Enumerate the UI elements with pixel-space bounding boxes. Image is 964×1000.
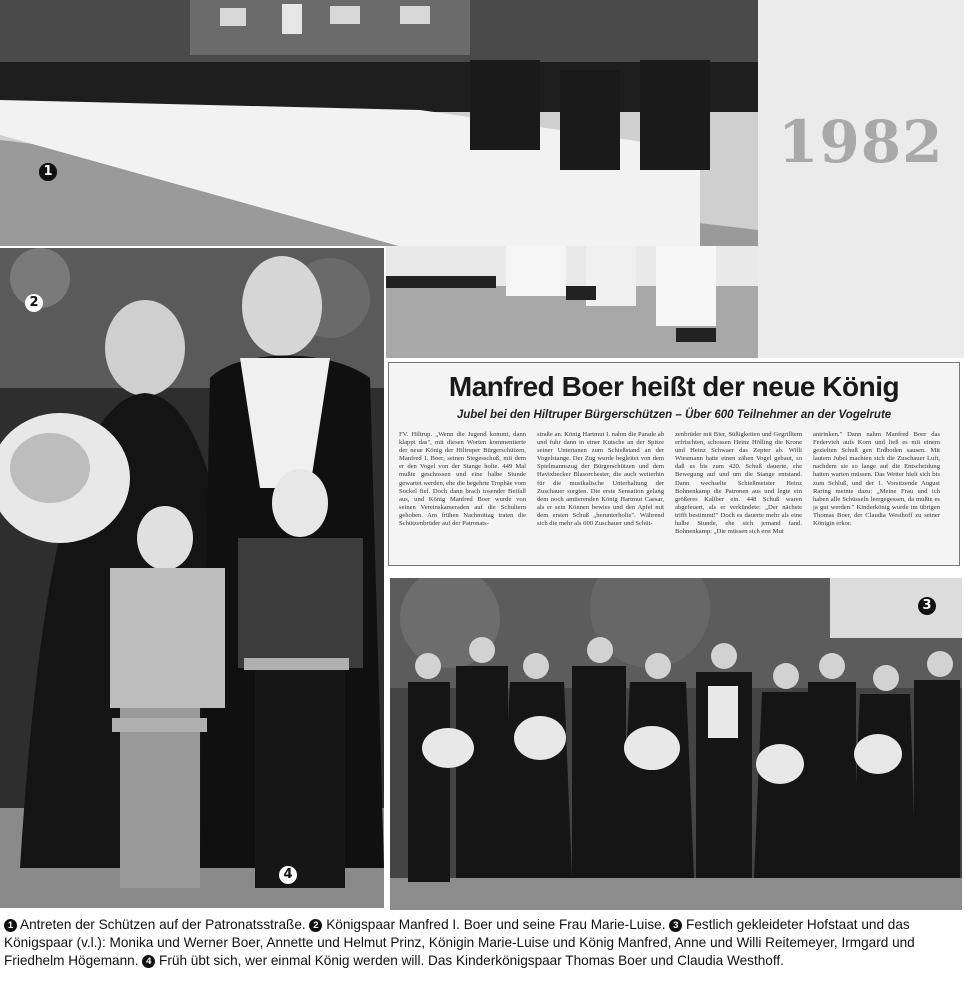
photo-marksmen-parade (0, 0, 758, 246)
newspaper-article (388, 362, 960, 566)
photo-number-3: 3 (918, 597, 936, 615)
article-column-4: antrinken." Dann nahm Manfred Boer das Federvieh aufs Korn und ließ es mit einem gezielten Schuß gen Erdboden sausen. Mit lautem Jubel machten sich die Zuschauer Luft, nachdem sie so lange auf die Entscheidung hatten warten müssen. Das Wetter hielt sich bis zum Schluß, und der 1. Vorsitzende August Raring meinte dazu: „Meine Frau und ich haben alle Schüsseln leergegessen, da mußte es ja gut werden." Kinderkönig wurde im übrigen Thomas Boer, der Claudia Westhoff zu seiner Königin erkor. (813, 431, 940, 528)
photo-royal-couple-and-children (0, 248, 384, 908)
year-panel (758, 0, 964, 358)
photo-number-2: 2 (25, 294, 43, 312)
caption-number-3: 3 (669, 919, 682, 932)
caption-text-4: Früh übt sich, wer einmal König werden will. Das Kinderkönigspaar Thomas Boer und Claudia Westhoff. (155, 953, 784, 968)
photo-caption (4, 916, 960, 970)
caption-text-1: Antreten der Schützen auf der Patronatsstraße. (17, 917, 310, 932)
caption-number-2: 2 (309, 919, 322, 932)
article-column-1: FV. Hiltrup. „Wenn die Jugend kommt, dann klappt das", mit diesen Worten kommentierte der neue König der Hiltruper Bürgerschützen, Manfred I. Boer, seinen Siegesschuß, mit dem er den Vogel von der Stange holte. 449 Mal mußte geschossen und eine halbe Stunde gewartet werden, ehe die begehrte Trophäe vom Sockel fiel. Doch dann brach tosender Beifall aus, und König Manfred Boer wurde von seinen Vereinskameraden auf die Schultern gehoben. Am frühen Nachmittag traten die Schützenbrüder auf der Patronats- (399, 431, 526, 528)
article-column-2: straße an. König Hartmut I. nahm die Parade ab und fuhr dann in einer Kutsche an der Spitze seiner Untertanen zum Schießstand an der Vogelstange. Der Zug wurde begleitet von dem Spielmannszug der Bürgerschützen und dem Havixbecker Blasorchester, die auch weiterhin für die musikalische Unterhaltung der Zuschauer sorgten. Die erste Sensation gelang dem noch amtierenden König Hartmut Caesar, als er sein Können bewies und den Apfel mit dem ersten Schuß „herunterholte". Während sich die mehr als 600 Zuschauer und Schüt- (537, 431, 664, 528)
article-column-3: zenbrüder mit Bier, Süßigkeiten und Gegrilltem erfrischten, schossen Heinz Hölling die Krone und Heinz Schwaer das Zepter ab. Willi Wiesmann hatte einen zähen Vogel gebaut, so daß es bis zum 420. Schuß dauerte, ehe Bewegung auf und um die Stange entstand. Dann wechselte Schießmeister Heinz Bohnenkamp die Patronen aus und legte ein größeres Kaliber ein. 448 Schuß waren abgefeuert, als er verkündete: „Der nächste trifft bestimmt!" Doch es dauerte mehr als eine halbe Stunde, ehe sich jemand fand. Bohnenkamp: „Die müssen sich erst Mut (675, 431, 802, 536)
year-label: 1982 (778, 108, 944, 176)
caption-text-3: Festlich gekleideter Hofstaat und das Königspaar (v.l.): Monika und Werner Boer, Annette und Helmut Prinz, Königin Marie-Luise und König Manfred, Anne und Willi Reitemeyer, Irmgard und Friedhelm Högemann. (4, 917, 915, 968)
article-headline: Manfred Boer heißt der neue König (448, 371, 900, 402)
caption-text-2: Königspaar Manfred I. Boer und seine Frau Marie-Luise. (322, 917, 670, 932)
caption-number-4: 4 (142, 955, 155, 968)
photo-marksmen-parade-lower (386, 246, 758, 358)
photo-royal-court-group (390, 578, 962, 910)
photo-number-4: 4 (279, 866, 297, 884)
article-subheadline: Jubel bei den Hiltruper Bürgerschützen – Über 600 Teilnehmer an der Vogelrute (456, 409, 892, 421)
caption-number-1: 1 (4, 919, 17, 932)
photo-number-1: 1 (39, 163, 57, 181)
